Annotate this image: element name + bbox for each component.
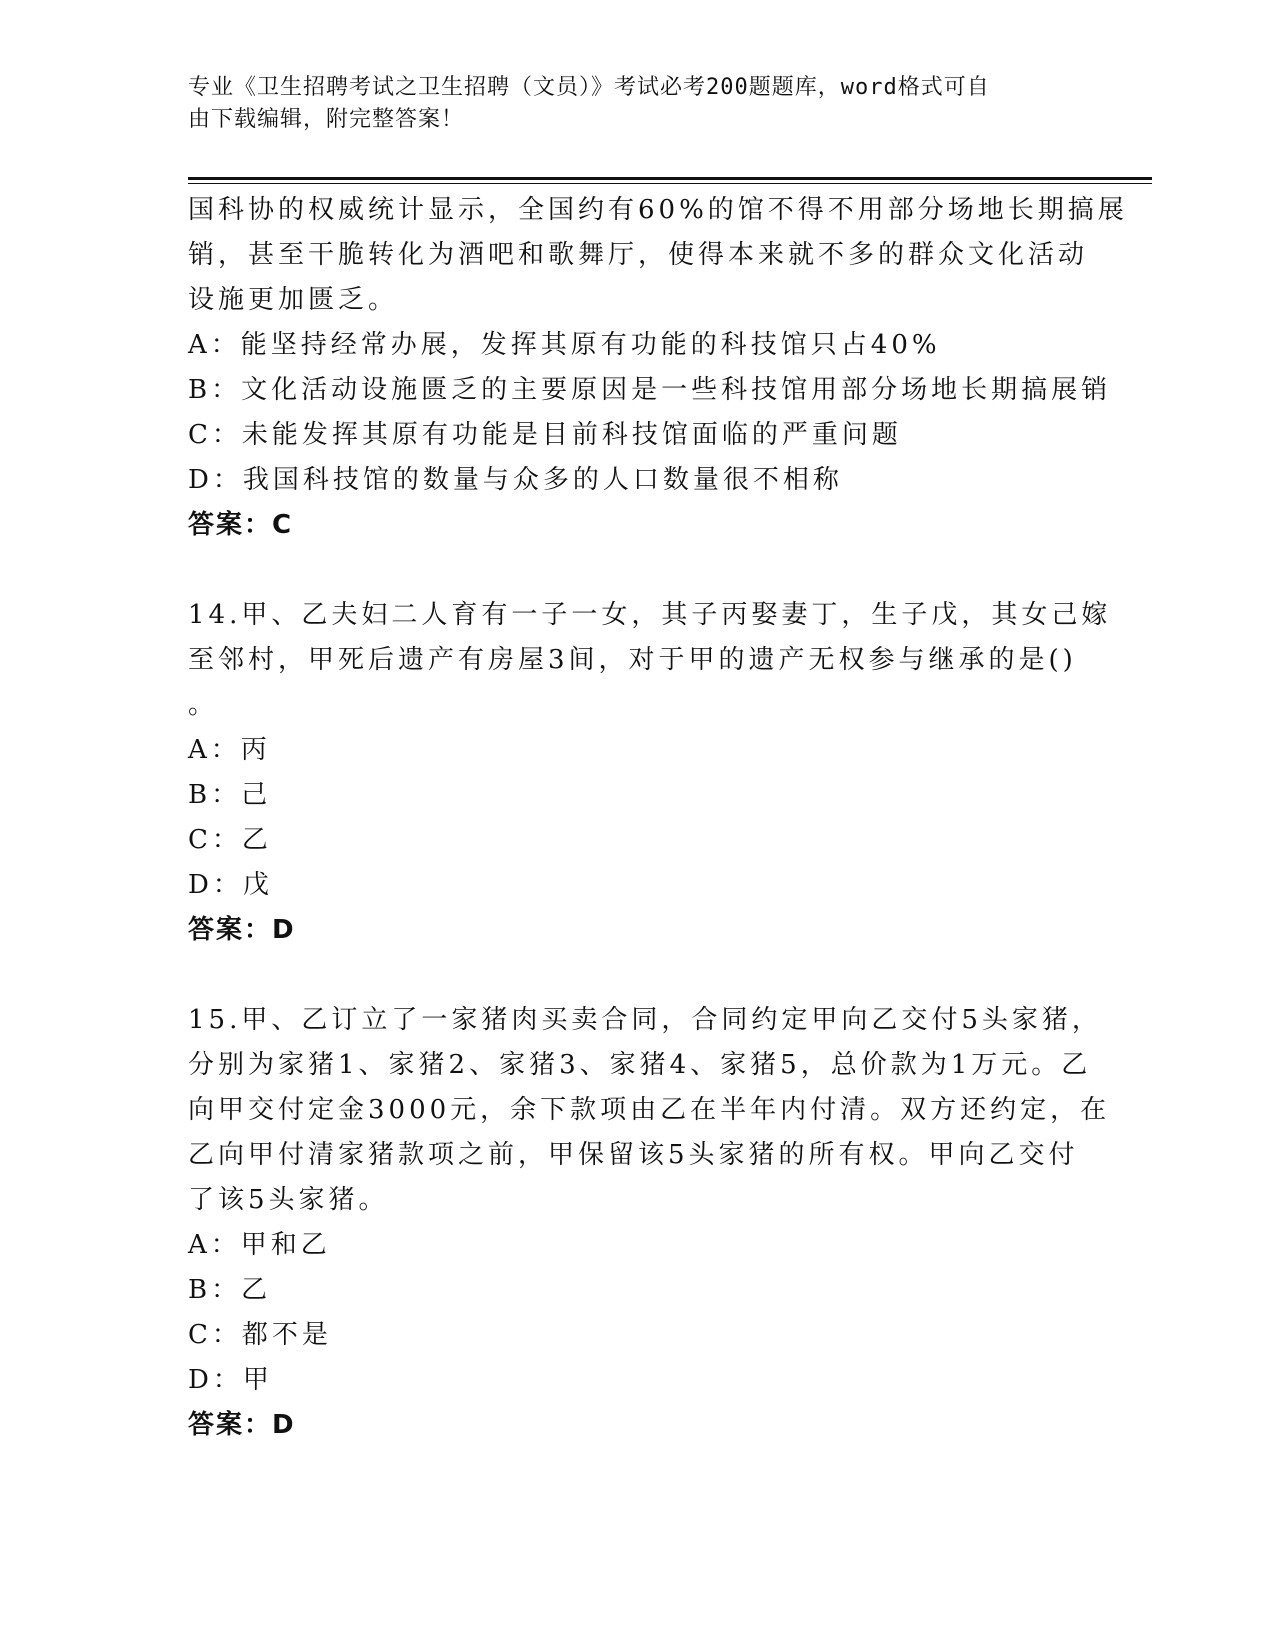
document-header [188,72,1078,136]
question-stem-line: 向甲交付定金3000元，余下款项由乙在半年内付清。双方还约定，在 [188,1095,1111,1125]
question-14 [188,593,1112,953]
option-b: B：乙 [188,1275,272,1305]
option-c: C：未能发挥其原有功能是目前科技馆面临的严重问题 [188,420,902,450]
question-15 [188,998,1111,1448]
option-a: A：甲和乙 [188,1230,331,1260]
answer-line: 答案：C [188,510,294,540]
question-stem-line: 销，甚至干脆转化为酒吧和歌舞厅，使得本来就不多的群众文化活动 [188,240,1089,270]
option-d: D：戊 [188,870,273,900]
option-b: B：文化活动设施匮乏的主要原因是一些科技馆用部分场地长期搞展销 [188,375,1112,405]
question-stem-line: 设施更加匮乏。 [188,285,399,315]
option-b: B：己 [188,780,272,810]
header-line-1: 专业《卫生招聘考试之卫生招聘（文员）》考试必考200题题库，word格式可自 [188,75,990,100]
spacer [188,548,1088,593]
question-stem-line: 国科协的权威统计显示，全国约有60%的馆不得不用部分场地长期搞展 [188,195,1128,225]
option-c: C：都不是 [188,1320,332,1350]
question-stem-line: 。 [188,690,219,720]
question-stem-line: 14.甲、乙夫妇二人育有一子一女，其子丙娶妻丁，生子戊，其女己嫁 [188,600,1112,630]
header-line-2: 由下载编辑，附完整答案！ [188,107,465,132]
question-stem-line: 乙向甲付清家猪款项之前，甲保留该5头家猪的所有权。甲向乙交付 [188,1140,1079,1170]
header-rule-thin [188,183,1152,184]
spacer [188,953,1088,998]
question-stem-line: 了该5头家猪。 [188,1185,389,1215]
answer-line: 答案：D [188,1410,296,1440]
option-d: D：甲 [188,1365,273,1395]
question-stem-line: 分别为家猪1、家猪2、家猪3、家猪4、家猪5，总价款为1万元。乙 [188,1050,1092,1080]
answer-line: 答案：D [188,915,296,945]
option-a: A：能坚持经常办展，发挥其原有功能的科技馆只占40% [188,330,941,360]
option-a: A：丙 [188,735,271,765]
option-c: C：乙 [188,825,272,855]
header-rule-thick [188,177,1152,180]
question-13 [188,188,1128,548]
option-d: D：我国科技馆的数量与众多的人口数量很不相称 [188,465,843,495]
question-stem-line: 15.甲、乙订立了一家猪肉买卖合同，合同约定甲向乙交付5头家猪， [188,1005,1102,1035]
document-body [188,188,1128,1448]
question-stem-line: 至邻村，甲死后遗产有房屋3间，对于甲的遗产无权参与继承的是() [188,645,1077,675]
